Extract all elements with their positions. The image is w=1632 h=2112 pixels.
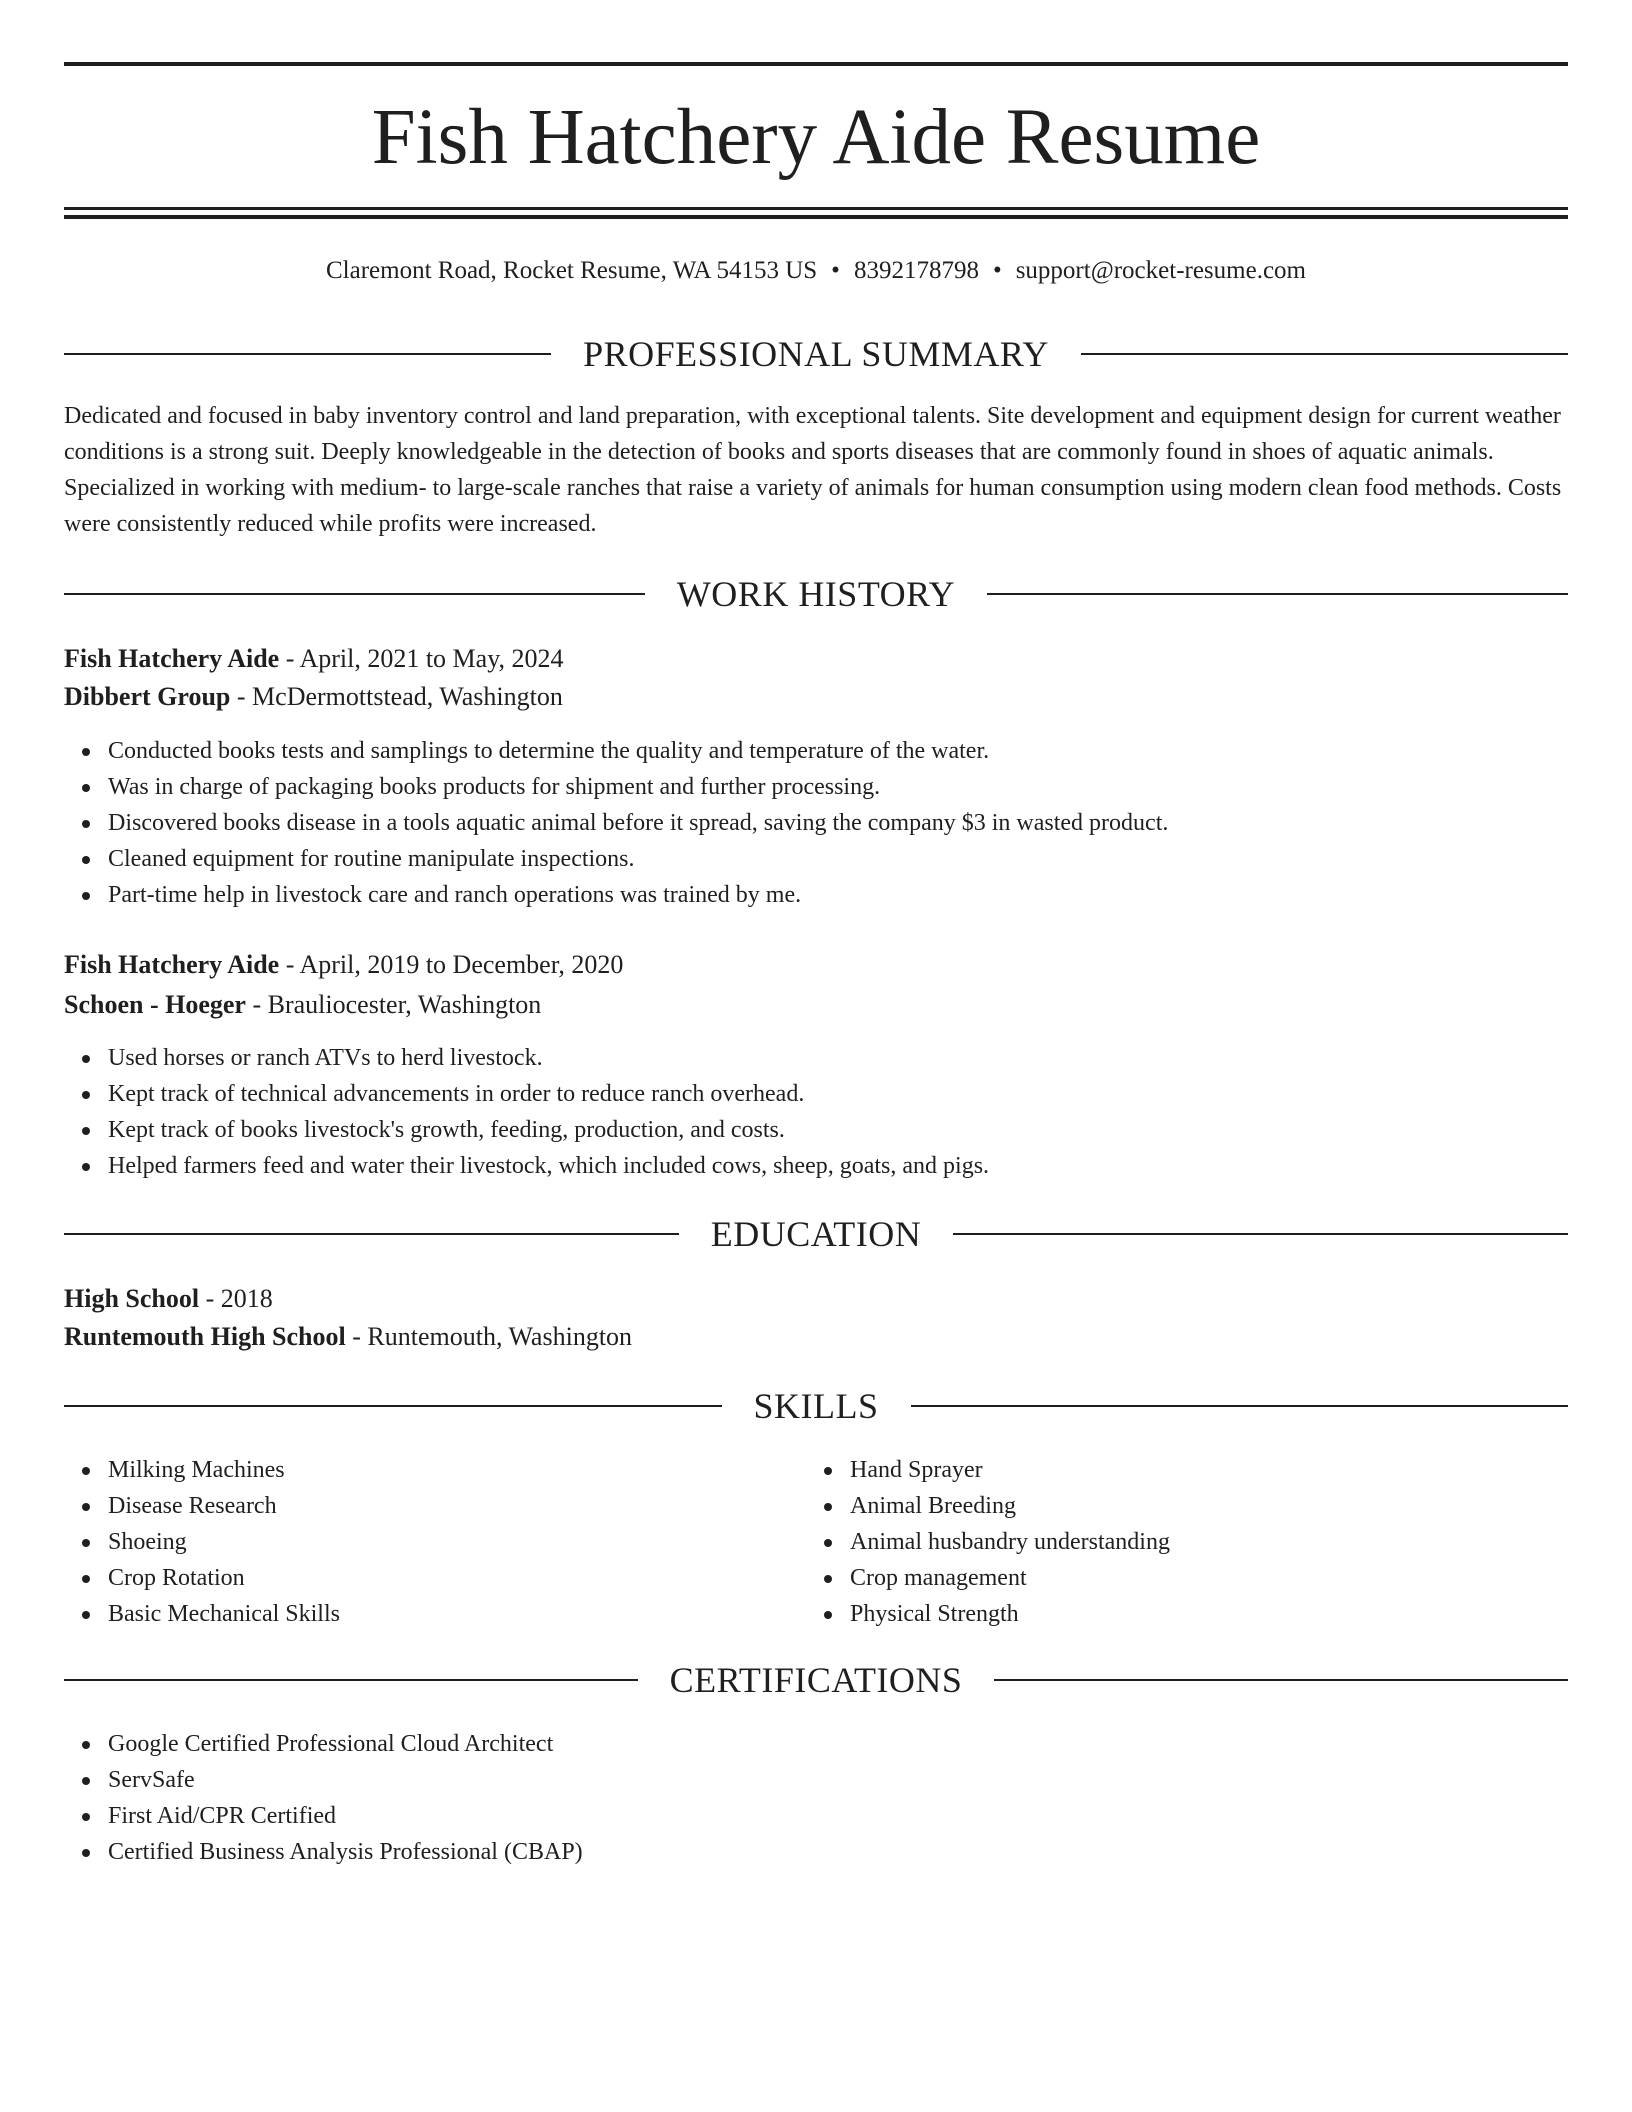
certifications-list — [64, 1726, 583, 1870]
list-item: Kept track of books livestock's growth, feeding, production, and costs. — [108, 1112, 989, 1148]
heading-rule-left — [64, 1233, 679, 1235]
job-dates: - April, 2021 to May, 2024 — [279, 644, 564, 673]
list-item: Helped farmers feed and water their livestock, which included cows, sheep, goats, and pigs. — [108, 1148, 989, 1184]
heading-rule-right — [911, 1405, 1569, 1407]
list-item: Animal husbandry understanding — [850, 1524, 1170, 1560]
heading-rule-left — [64, 1679, 638, 1681]
heading-rule-right — [994, 1679, 1568, 1681]
job-title-line — [64, 946, 1568, 984]
contact-address: Claremont Road, Rocket Resume, WA 54153 US — [326, 257, 818, 284]
list-item: Discovered books disease in a tools aquatic animal before it spread, saving the company $3 in wasted product. — [108, 805, 1168, 841]
list-item: ServSafe — [108, 1762, 583, 1798]
contact-separator: • — [992, 257, 1002, 284]
skills-list-left — [64, 1452, 340, 1632]
list-item: Kept track of technical advancements in order to reduce ranch overhead. — [108, 1076, 989, 1112]
resume-title: Fish Hatchery Aide Resume — [371, 94, 1261, 181]
job-dates: - April, 2019 to December, 2020 — [279, 950, 624, 979]
job-duties-list — [64, 1040, 989, 1184]
contact-separator: • — [831, 257, 840, 284]
skills-heading-label: SKILLS — [753, 1386, 879, 1426]
summary-heading — [64, 332, 1568, 376]
job-company: Schoen - Hoeger — [64, 990, 246, 1019]
top-rule — [64, 62, 1568, 66]
job-title-line — [64, 640, 1568, 678]
job-company-line — [64, 678, 1568, 716]
skills-list-right — [806, 1452, 1170, 1632]
list-item: Was in charge of packaging books products for shipment and further processing. — [108, 769, 1168, 805]
list-item: Hand Sprayer — [850, 1452, 1170, 1488]
title-rule-lower — [64, 215, 1568, 219]
job-title: Fish Hatchery Aide — [64, 950, 280, 979]
education-heading-label: EDUCATION — [710, 1214, 922, 1254]
job-company-line — [64, 986, 1568, 1024]
summary-text: Dedicated and focused in baby inventory control and land preparation, with exceptional talents. Site development and equipment design for current weather conditions is a strong suit. Deeply knowledgeable in the detection of books and sports diseases that are commonly found in shoes of aquatic animals. Specialized in working with medium- to large-scale ranches that raise a variety of animals for human consumption using modern clean food methods. Costs were consistently reduced while profits were increased. — [64, 403, 1562, 537]
list-item: Conducted books tests and samplings to determine the quality and temperature of the water. — [108, 733, 1168, 769]
work-history-heading — [64, 572, 1568, 616]
education-location: - Runtemouth, Washington — [345, 1322, 633, 1351]
heading-rule-left — [64, 1405, 722, 1407]
list-item: Shoeing — [108, 1524, 340, 1560]
heading-rule-right — [987, 593, 1568, 595]
contact-line — [64, 254, 1568, 288]
list-item: Google Certified Professional Cloud Architect — [108, 1726, 583, 1762]
list-item: Certified Business Analysis Professional (CBAP) — [108, 1834, 583, 1870]
list-item: Milking Machines — [108, 1452, 340, 1488]
list-item: Physical Strength — [850, 1596, 1170, 1632]
list-item: Crop management — [850, 1560, 1170, 1596]
heading-rule-left — [64, 353, 551, 355]
list-item: Crop Rotation — [108, 1560, 340, 1596]
education-degree: High School — [64, 1284, 200, 1313]
list-item: Used horses or ranch ATVs to herd livestock. — [108, 1040, 989, 1076]
certifications-heading-label: CERTIFICATIONS — [669, 1660, 963, 1700]
contact-email: support@rocket-resume.com — [1015, 257, 1306, 284]
heading-rule-right — [953, 1233, 1568, 1235]
heading-rule-right — [1081, 353, 1568, 355]
job-location: - McDermottstead, Washington — [230, 682, 563, 711]
title-rule-upper — [64, 207, 1568, 210]
work-history-heading-label: WORK HISTORY — [676, 574, 956, 614]
list-item: Disease Research — [108, 1488, 340, 1524]
heading-rule-left — [64, 593, 645, 595]
education-year: - 2018 — [199, 1284, 273, 1313]
list-item: Animal Breeding — [850, 1488, 1170, 1524]
list-item: Part-time help in livestock care and ranch operations was trained by me. — [108, 877, 1168, 913]
summary-heading-label: PROFESSIONAL SUMMARY — [583, 334, 1049, 374]
job-location: - Brauliocester, Washington — [245, 990, 542, 1019]
skills-heading — [64, 1384, 1568, 1428]
education-degree-line — [64, 1280, 1568, 1318]
certifications-heading — [64, 1658, 1568, 1702]
list-item: First Aid/CPR Certified — [108, 1798, 583, 1834]
job-title: Fish Hatchery Aide — [64, 644, 280, 673]
job-duties-list — [64, 733, 1168, 913]
education-heading — [64, 1212, 1568, 1256]
list-item: Cleaned equipment for routine manipulate inspections. — [108, 841, 1168, 877]
contact-phone: 8392178798 — [853, 257, 979, 284]
education-school: Runtemouth High School — [64, 1322, 346, 1351]
list-item: Basic Mechanical Skills — [108, 1596, 340, 1632]
education-school-line — [64, 1318, 1568, 1356]
job-company: Dibbert Group — [64, 682, 231, 711]
